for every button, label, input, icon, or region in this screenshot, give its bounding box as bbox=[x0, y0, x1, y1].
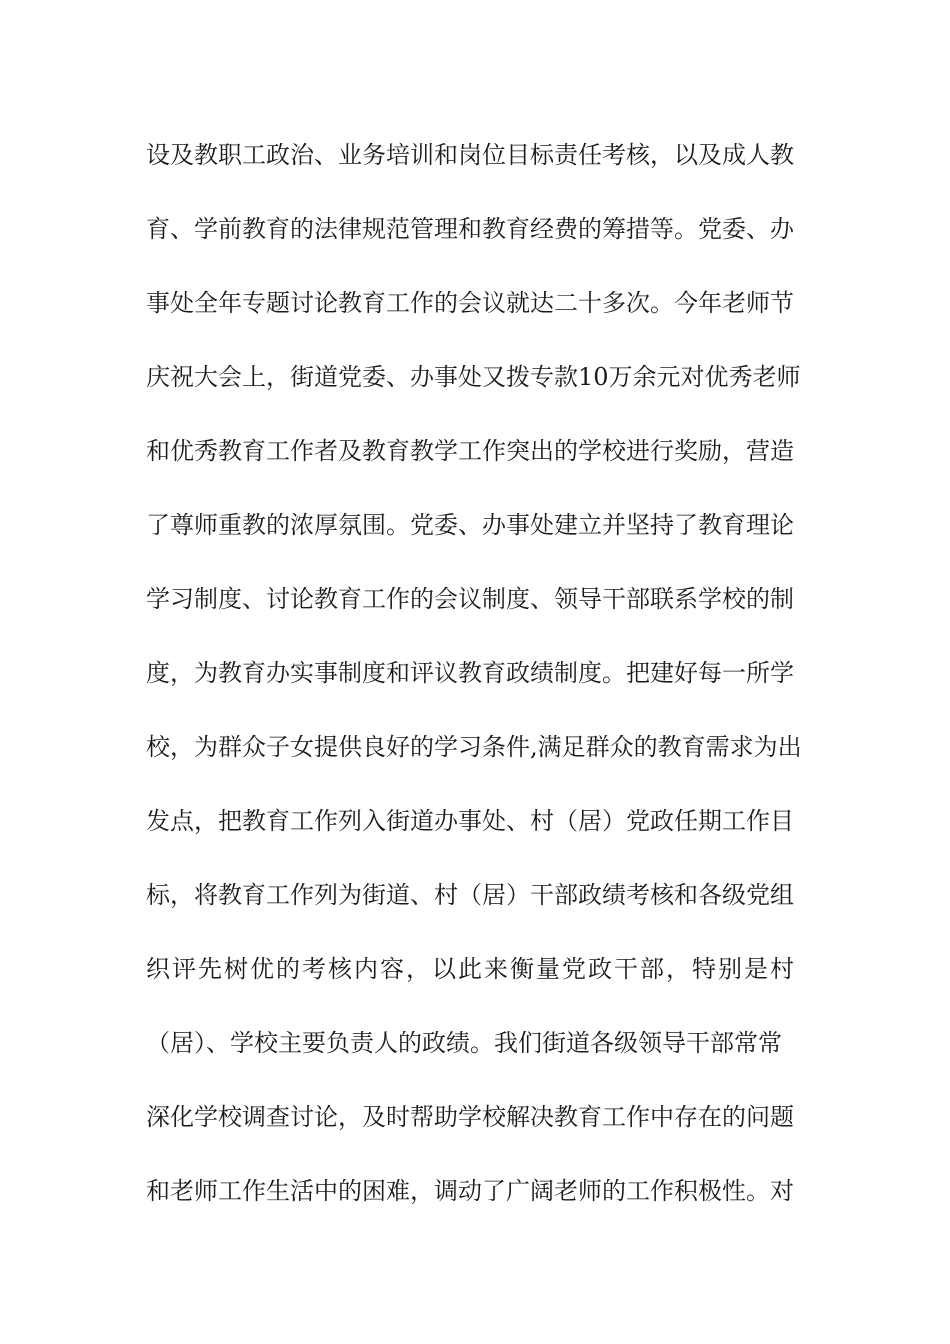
text-line: 织评先树优的考核内容，以此来衡量党政干部，特别是村 bbox=[146, 955, 796, 983]
text-line: 和老师工作生活中的困难，调动了广阔老师的工作积极性。对 bbox=[146, 1177, 794, 1205]
text-line: 深化学校调查讨论，及时帮助学校解决教育工作中存在的问题 bbox=[146, 1103, 794, 1131]
body-text bbox=[146, 132, 806, 1242]
text-line: （居）、学校主要负责人的政绩。我们街道各级领导干部常常 bbox=[146, 1029, 782, 1057]
text-line: 育、学前教育的法律规范管理和教育经费的筹措等。党委、办 bbox=[146, 215, 794, 243]
text-line: 学习制度、讨论教育工作的会议制度、领导干部联系学校的制 bbox=[146, 585, 794, 613]
text-line: 庆祝大会上，街道党委、办事处又拨专款10万余元对优秀老师 bbox=[146, 363, 801, 391]
text-line: 标，将教育工作列为街道、村（居）干部政绩考核和各级党组 bbox=[146, 881, 794, 909]
text-line: 校，为群众子女提供良好的学习条件,满足群众的教育需求为出 bbox=[146, 733, 802, 761]
text-line: 和优秀教育工作者及教育教学工作突出的学校进行奖励，营造 bbox=[146, 437, 794, 465]
text-line: 度，为教育办实事制度和评议教育政绩制度。把建好每一所学 bbox=[146, 659, 794, 687]
text-line: 发点，把教育工作列入街道办事处、村（居）党政任期工作目 bbox=[146, 807, 794, 835]
text-line: 设及教职工政治、业务培训和岗位目标责任考核，以及成人教 bbox=[146, 141, 794, 169]
text-line: 事处全年专题讨论教育工作的会议就达二十多次。今年老师节 bbox=[146, 289, 794, 317]
text-line: 了尊师重教的浓厚氛围。党委、办事处建立并坚持了教育理论 bbox=[146, 511, 794, 539]
